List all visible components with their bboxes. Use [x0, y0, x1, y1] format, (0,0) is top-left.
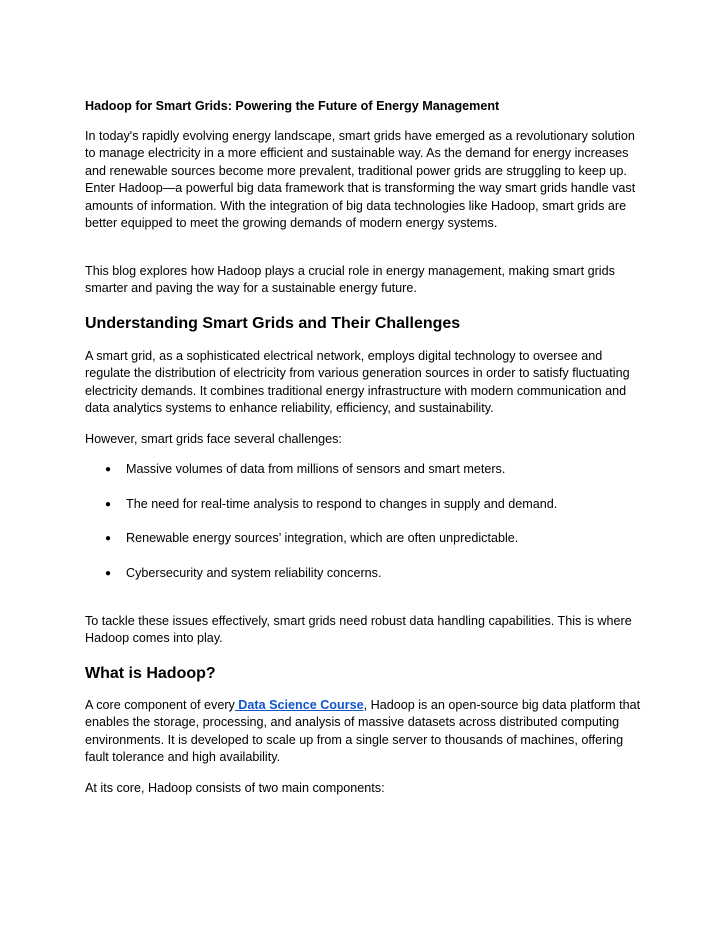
hadoop-definition-text-start: A core component of every — [85, 698, 235, 712]
hadoop-definition-paragraph — [85, 697, 645, 767]
data-science-course-link[interactable]: Data Science Course — [234, 698, 364, 712]
bullet-icon: ● — [105, 533, 112, 544]
list-item-text: Massive volumes of data from millions of sensors and smart meters. — [126, 462, 506, 476]
bullet-icon: ● — [105, 464, 112, 475]
intro-paragraph-2: This blog explores how Hadoop plays a crucial role in energy management, making smart grids smarter and paving the way for a sustainable energy future. — [85, 264, 615, 296]
list-item-text: The need for real-time analysis to respond to changes in supply and demand. — [126, 497, 558, 511]
hadoop-components-intro-paragraph: At its core, Hadoop consists of two main components: — [85, 781, 385, 795]
challenges-intro-paragraph: However, smart grids face several challenges: — [85, 432, 342, 446]
list-item-text: Renewable energy sources’ integration, which are often unpredictable. — [126, 531, 519, 545]
section-heading-what-is-hadoop: What is Hadoop? — [85, 665, 216, 682]
smart-grid-definition-paragraph: A smart grid, as a sophisticated electrical network, employs digital technology to oversee and regulate the distribution of electricity from various generation sources in order to satisfy fluctuating electricity demands. It combines traditional energy infrastructure with modern communication and data analytics systems to enhance reliability, efficiency, and sustainability. — [85, 349, 630, 416]
hadoop-transition-paragraph: To tackle these issues effectively, smart grids need robust data handling capabilities. This is where Hadoop comes into play. — [85, 614, 632, 646]
hadoop-definition-text-end: , Hadoop is an open-source big data platform that enables the storage, processing, and analysis of massive datasets across distributed computing environments. It is developed to scale up from a single server to thousands of machines, offering fault tolerance and high availability. — [85, 698, 641, 765]
bullet-icon: ● — [105, 568, 112, 579]
section-heading-smart-grids: Understanding Smart Grids and Their Challenges — [85, 315, 461, 332]
list-item-text: Cybersecurity and system reliability concerns. — [126, 566, 382, 580]
document-title: Hadoop for Smart Grids: Powering the Future of Energy Management — [85, 99, 500, 113]
bullet-icon: ● — [105, 499, 112, 510]
intro-paragraph-1: In today's rapidly evolving energy landscape, smart grids have emerged as a revolutionary solution to manage electricity in a more efficient and sustainable way. As the demand for energy increases and renewable sources become more prevalent, traditional power grids are struggling to keep up. Enter Hadoop—a powerful big data framework that is transforming the way smart grids handle vast amounts of information. With the integration of big data technologies like Hadoop, smart grids are better equipped to meet the growing demands of modern energy systems. — [85, 129, 636, 231]
